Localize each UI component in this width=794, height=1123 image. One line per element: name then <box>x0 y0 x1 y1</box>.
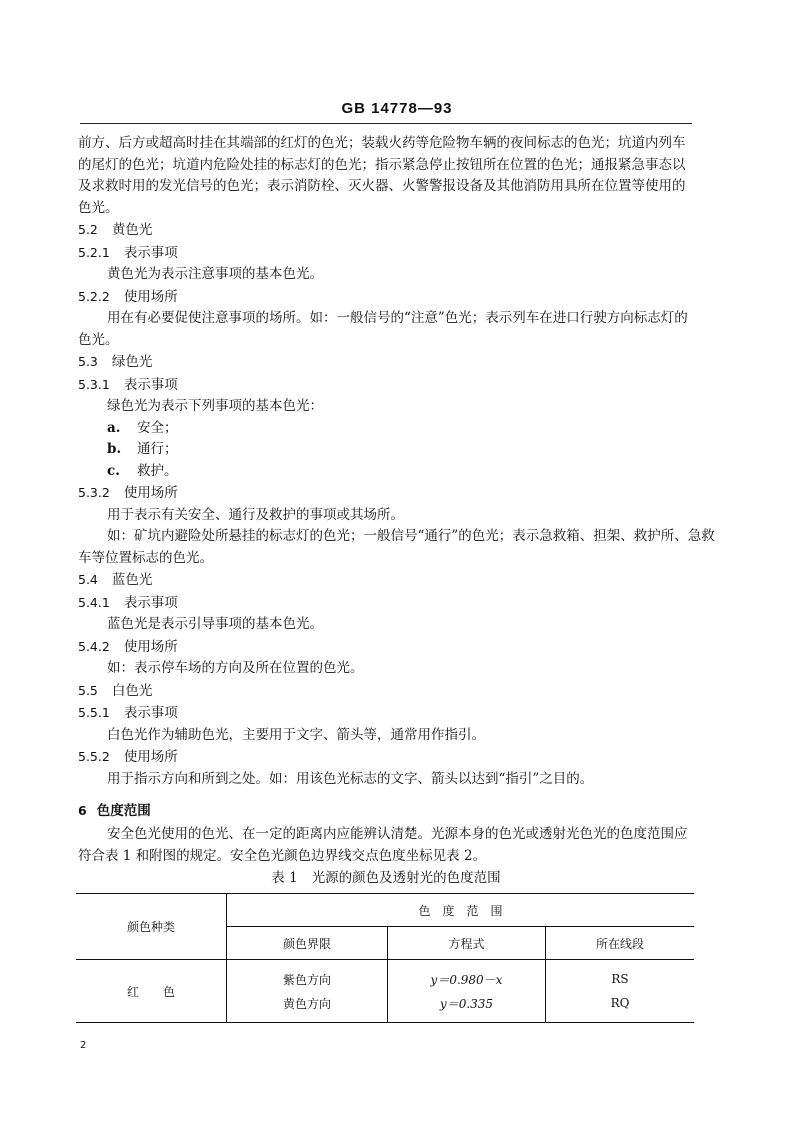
section-heading-5-3 <box>78 351 694 374</box>
text-line: 色光。 <box>78 199 119 216</box>
section-number: 5.5.1 <box>78 705 110 720</box>
section-number: 5.3.1 <box>78 376 110 392</box>
section-title: 表示事项 <box>123 594 178 611</box>
cell-boundary: 紫色方向 <box>227 960 388 992</box>
section-number: 5.4.1 <box>78 594 110 610</box>
body-text: 如：矿坑内避险处所悬挂的标志灯的色光；一般信号“通行”的色光；表示急救箱、担架、救护所、急救 <box>107 528 715 544</box>
subsection-heading-5-5-1 <box>78 702 694 725</box>
header-boundary: 颜色界限 <box>227 927 388 960</box>
section-title: 使用场所 <box>123 638 178 655</box>
document-body <box>78 133 715 1023</box>
section-title: 使用场所 <box>123 749 178 765</box>
section-title: 白色光 <box>111 682 153 699</box>
subsection-heading-5-4-2 <box>78 636 694 659</box>
section-number: 5.3.2 <box>78 485 110 500</box>
section-title: 表示事项 <box>123 244 178 261</box>
text-line: 前方、后方或超高时挂在其端部的红灯的色光；装载火药等危险物车辆的夜间标志的色光；坑道内列车 <box>78 135 686 151</box>
section-title: 表示事项 <box>123 705 178 721</box>
section-heading-5-5 <box>78 680 694 703</box>
table-caption <box>78 867 694 889</box>
document-header <box>0 100 794 117</box>
continuation-paragraph <box>78 133 694 219</box>
subsection-heading-5-4-1 <box>78 592 694 615</box>
list-text: 通行； <box>137 441 178 457</box>
list-item <box>78 418 694 440</box>
section-title: 使用场所 <box>123 485 178 501</box>
section-number: 5.2 <box>78 222 98 237</box>
section-title: 绿色光 <box>111 354 153 370</box>
chromaticity-table <box>76 893 694 1023</box>
body-text: 用于指示方向和所到之处。如：用该色光标志的文字、箭头以达到“指引”之目的。 <box>107 770 594 787</box>
section-number: 6 <box>78 803 87 818</box>
list-label: a. <box>107 419 121 436</box>
header-line-segment: 所在线段 <box>546 927 695 960</box>
body-text: 车等位置标志的色光。 <box>78 549 213 566</box>
section-number: 5.3 <box>78 354 98 369</box>
header-equation: 方程式 <box>388 927 546 960</box>
table-title: 光源的颜色及透射光的色度范围 <box>311 870 501 886</box>
section-heading-6 <box>78 798 694 824</box>
body-text: 如：表示停车场的方向及所在位置的色光。 <box>107 660 364 676</box>
subsection-heading-5-3-2 <box>78 482 694 505</box>
cell-boundary: 黄色方向 <box>227 991 388 1023</box>
section-title: 色度范围 <box>96 803 151 819</box>
cell-equation: y＝0.980－x <box>388 960 546 992</box>
subsection-heading-5-3-1 <box>78 374 694 397</box>
body-text: 安全色光使用的色光、在一定的距离内应能辨认清楚。光源本身的色光或透射光色光的色度范围应 <box>107 826 688 842</box>
text-line: 及求救时用的发光信号的色光；表示消防栓、灭火器、火警警报设备及其他消防用具所在位置等使用的 <box>78 178 686 194</box>
header-rule <box>80 123 692 124</box>
header-color-kind: 颜色种类 <box>126 920 175 934</box>
body-text: 白色光作为辅助色光，主要用于文字、箭头等，通常用作指引。 <box>107 726 485 743</box>
section-number: 5.2.1 <box>78 244 110 260</box>
section-number: 5.2.2 <box>78 288 110 304</box>
body-text: 用于表示有关安全、通行及救护的事项或其场所。 <box>107 506 404 523</box>
body-text: 色光。 <box>78 331 119 348</box>
page-number: 2 <box>80 1040 87 1051</box>
section-number: 5.5 <box>78 682 98 698</box>
list-label: b. <box>107 441 122 457</box>
section-heading-5-2 <box>78 219 694 242</box>
section-heading-5-4 <box>78 569 694 592</box>
body-text: 蓝色光是表示引导事项的基本色光。 <box>107 616 323 632</box>
section-title: 表示事项 <box>123 376 178 393</box>
cell-equation: y＝0.335 <box>388 991 546 1023</box>
list-text: 安全； <box>137 419 178 436</box>
section-title: 黄色光 <box>111 222 153 238</box>
list-item <box>78 439 694 461</box>
body-text: 用在有必要促使注意事项的场所。如：一般信号的“注意”色光；表示列车在进口行驶方向标志灯的 <box>107 310 688 326</box>
list-text: 救护。 <box>137 462 178 479</box>
body-text: 符合表 1 和附图的规定。安全色光颜色边界线交点色度坐标见表 2。 <box>78 847 487 864</box>
table-number: 表 1 <box>271 870 298 886</box>
section-title: 蓝色光 <box>111 572 153 588</box>
subsection-heading-5-5-2 <box>78 746 694 769</box>
section-number: 5.4.2 <box>78 638 110 654</box>
text-line: 的尾灯的色光；坑道内危险处挂的标志灯的色光；指示紧急停止按钮所在位置的色光；通报紧急事态以 <box>78 156 686 173</box>
body-text: 黄色光为表示注意事项的基本色光。 <box>107 266 323 282</box>
cell-color: 红 色 <box>76 960 227 1023</box>
list-label: c. <box>107 462 120 479</box>
table-row <box>76 960 694 992</box>
section-number: 5.4 <box>78 572 98 587</box>
header-chroma-range: 色 度 范 围 <box>227 894 695 927</box>
cell-segment: RQ <box>546 991 695 1023</box>
subsection-heading-5-2-1 <box>78 242 694 265</box>
section-title: 使用场所 <box>123 288 178 305</box>
section-number: 5.5.2 <box>78 749 110 764</box>
subsection-heading-5-2-2 <box>78 286 694 309</box>
cell-segment: RS <box>546 960 695 992</box>
standard-id: GB 14778—93 <box>341 100 453 117</box>
body-text: 绿色光为表示下列事项的基本色光： <box>107 398 323 414</box>
list-item <box>78 461 694 483</box>
